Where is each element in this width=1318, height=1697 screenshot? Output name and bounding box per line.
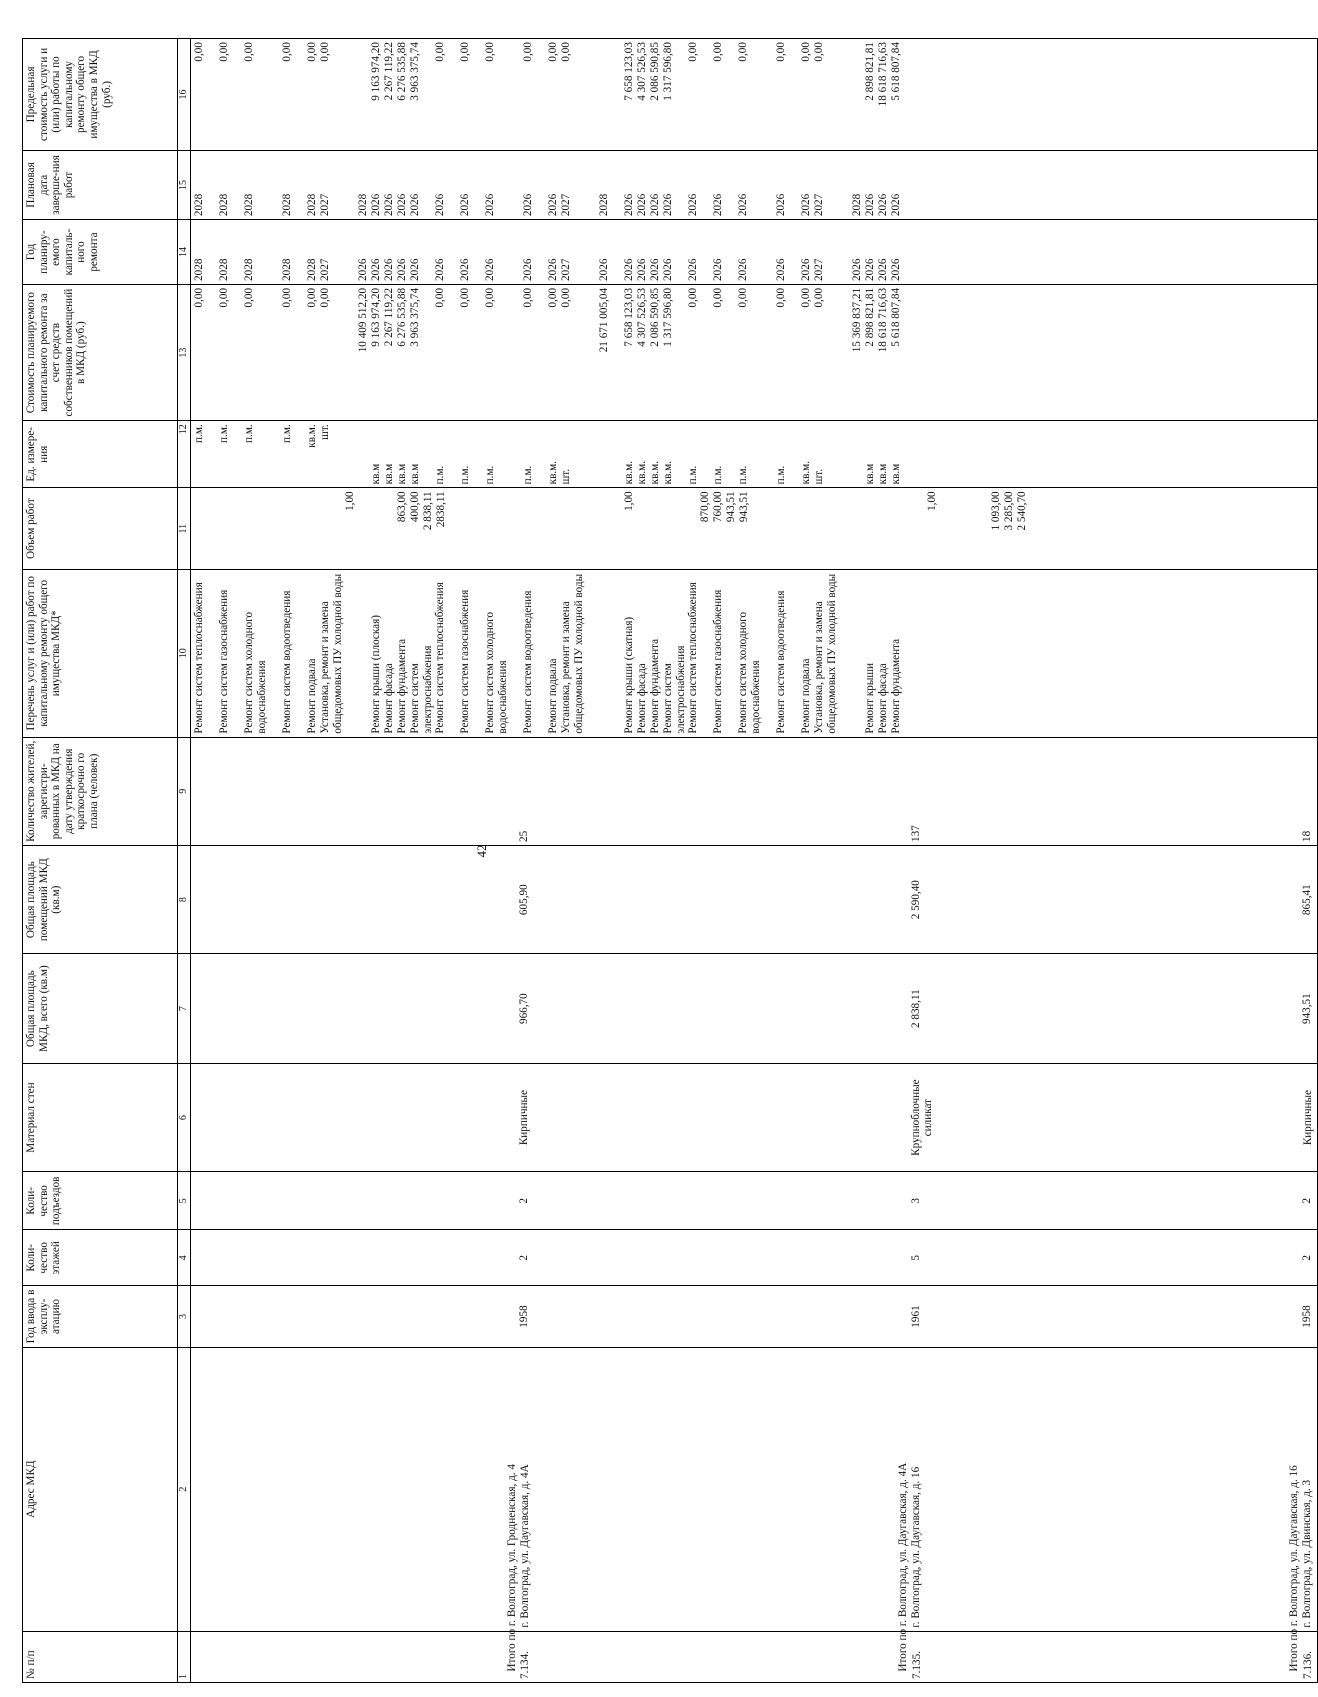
rotated-table-container (22, 38, 1315, 1683)
col-floors (191, 1230, 1318, 1286)
planned-date: 2026 (484, 193, 496, 217)
unit: п.м. (193, 424, 205, 443)
work-item: Ремонт систем водоотведения (522, 590, 534, 734)
limit-cost: 5 618 807,84 (890, 42, 902, 101)
work-item: Установка, ремонт и замена общедомовых ПУ холодной воды (319, 573, 344, 734)
total-date: 2028 (598, 193, 610, 217)
repair-year: 2026 (396, 258, 408, 281)
address: г. Волгоград, ул. Даугавская, д. 16 (909, 1466, 922, 1628)
work-item: Ремонт подвала (800, 658, 812, 734)
unit: п.м. (687, 465, 699, 485)
unit: кв.м. (623, 460, 635, 485)
cost: 0,00 (434, 287, 446, 308)
col-number: 3 (178, 1286, 191, 1347)
planned-date: 2026 (662, 193, 674, 217)
header-row (23, 39, 178, 1683)
repair-year: 2026 (877, 258, 889, 281)
planned-date: 2027 (319, 193, 331, 217)
cost: 0,00 (459, 287, 471, 308)
limit-cost: 0,00 (737, 42, 749, 62)
unit: кв.м (370, 463, 382, 485)
planned-date: 2026 (649, 193, 661, 217)
unit: п.м. (712, 465, 724, 485)
cost: 0,00 (193, 287, 205, 308)
header-cell: Количество жителей, зарегистри-рованных в МКД на дату утверждения краткосрочно го плана (человек) (23, 737, 178, 845)
limit-cost: 0,00 (193, 42, 205, 62)
unit: п.м. (737, 465, 749, 485)
header-cell: № п/п (23, 1631, 178, 1682)
residents: 18 (1301, 830, 1314, 842)
header-cell: Стоимость планируемого капитального ремонта за счет средств собственников помещений в МКД (руб.) (23, 284, 178, 420)
repair-year: 2028 (218, 258, 230, 281)
address: г. Волгоград, ул. Двинская, д. 3 (1300, 1479, 1313, 1628)
total-cost: 10 409 512,20 (357, 287, 369, 353)
work-item: Ремонт систем газоснабжения (712, 589, 724, 734)
work-item: Ремонт систем холодного водоснабжения (737, 611, 762, 734)
residents: 137 (909, 825, 922, 842)
planned-date: 2026 (522, 193, 534, 217)
wall-material: Кирпичные (1301, 1090, 1314, 1146)
header-cell: Общая площадь помещений МКД (кв.м) (23, 845, 178, 953)
unit: шт. (813, 468, 825, 485)
limit-cost: 0,00 (712, 42, 724, 62)
total-date: 2028 (851, 193, 863, 217)
planned-date: 2026 (800, 193, 812, 217)
cost: 0,00 (560, 287, 572, 308)
area-rooms: 2 590,40 (909, 880, 922, 920)
unit: кв.м (864, 463, 876, 485)
unit: кв.м. (306, 424, 318, 448)
limit-cost: 0,00 (800, 42, 812, 62)
work-item: Ремонт систем газоснабжения (218, 589, 230, 734)
work-item: Ремонт систем водоотведения (775, 590, 787, 734)
cost: 3 963 375,74 (409, 287, 421, 347)
entrances: 2 (1301, 1198, 1314, 1204)
header-cell: Перечень услуг и (или) работ по капитальному ремонту общего имущества МКД* (23, 569, 178, 737)
planned-date: 2026 (890, 193, 902, 217)
volume: 1 093,00 (990, 491, 1002, 531)
total-date: 2028 (357, 193, 369, 217)
cost: 0,00 (737, 287, 749, 308)
wall-material: Крупноблочные силикат (909, 1079, 935, 1156)
col-number: 15 (178, 150, 191, 219)
volume: 863,00 (396, 491, 408, 523)
planned-date: 2028 (243, 193, 255, 217)
limit-cost: 3 963 375,74 (409, 42, 421, 101)
unit: кв.м (877, 463, 889, 485)
col-number: 14 (178, 220, 191, 285)
header-cell: Адрес МКД (23, 1347, 178, 1631)
total-cost: 21 671 005,04 (598, 287, 610, 353)
col-cost (191, 284, 1318, 420)
work-item: Ремонт систем теплоснабжения (687, 582, 699, 734)
col-number: 16 (178, 39, 191, 151)
col-number: 13 (178, 284, 191, 420)
col-year-built (191, 1286, 1318, 1347)
work-item: Ремонт фундамента (649, 638, 661, 734)
planned-date: 2028 (281, 193, 293, 217)
col-planned-date (191, 150, 1318, 219)
work-item: Ремонт фундамента (396, 638, 408, 734)
cost: 0,00 (243, 287, 255, 308)
unit: шт. (319, 424, 331, 440)
planned-date: 2028 (218, 193, 230, 217)
col-area-total (191, 954, 1318, 1064)
planned-date: 2026 (383, 193, 395, 217)
repair-year: 2026 (484, 258, 496, 281)
repair-year: 2026 (409, 258, 421, 281)
unit: п.м. (434, 465, 446, 485)
limit-cost: 0,00 (281, 42, 293, 62)
unit: п.м. (281, 424, 293, 443)
planned-date: 2026 (547, 193, 559, 217)
header-cell: Ед. измере-ния (23, 421, 178, 488)
unit: п.м. (459, 465, 471, 485)
cost: 0,00 (306, 287, 318, 308)
volume: 943,51 (738, 491, 750, 523)
unit: п.м. (243, 424, 255, 443)
header-cell: Год планиру-емого капиталь-ного ремонта (23, 220, 178, 285)
cost: 2 086 590,85 (649, 287, 661, 347)
unit: кв.м. (649, 460, 661, 485)
planned-date: 2028 (193, 193, 205, 217)
repair-year: 2026 (370, 258, 382, 281)
year-built: 1958 (1301, 1305, 1314, 1328)
work-item: Ремонт фундамента (890, 638, 902, 734)
planned-date: 2027 (813, 193, 825, 217)
planned-date: 2026 (409, 193, 421, 217)
col-works (191, 569, 1318, 737)
floors: 5 (909, 1255, 922, 1261)
work-item: Ремонт фасада (877, 663, 889, 734)
repair-year: 2026 (775, 258, 787, 281)
planned-date: 2026 (623, 193, 635, 217)
cost: 6 276 535,88 (396, 287, 408, 347)
total-label: Итого по г. Волгоград, ул. Даугавская, д. 4А (897, 1462, 910, 1672)
header-cell: Плановая дата заверше-ния работ (23, 150, 178, 219)
repair-year: 2026 (434, 258, 446, 281)
limit-cost: 0,00 (218, 42, 230, 62)
work-item: Ремонт фасада (383, 663, 395, 734)
year-built: 1958 (518, 1305, 530, 1328)
col-number: 12 (178, 421, 191, 488)
col-wall (191, 1063, 1318, 1171)
repair-year: 2026 (636, 258, 648, 281)
planned-date: 2026 (775, 193, 787, 217)
col-no (191, 1631, 1318, 1682)
repair-year: 2028 (281, 258, 293, 281)
cost: 0,00 (218, 287, 230, 308)
col-number: 9 (178, 737, 191, 845)
cost: 0,00 (319, 287, 331, 308)
repair-year: 2026 (800, 258, 812, 281)
limit-cost: 0,00 (243, 42, 255, 62)
repair-year: 2026 (864, 258, 876, 281)
limit-cost: 0,00 (687, 42, 699, 62)
repair-year: 2027 (813, 258, 825, 281)
col-repair-year (191, 220, 1318, 285)
col-number: 11 (178, 488, 191, 570)
page-number: 42 (474, 844, 489, 858)
col-number: 2 (178, 1347, 191, 1631)
repair-year: 2026 (459, 258, 471, 281)
col-number: 8 (178, 845, 191, 953)
limit-cost: 2 898 821,81 (864, 42, 876, 101)
limit-cost: 1 317 596,80 (662, 42, 674, 101)
repair-year: 2028 (243, 258, 255, 281)
cost: 7 658 123,03 (623, 287, 635, 347)
work-item: Ремонт систем электроснабжения (662, 645, 687, 734)
volume: 1,00 (623, 491, 635, 511)
residents: 25 (518, 830, 530, 842)
col-limit-cost (191, 39, 1318, 151)
floors: 2 (518, 1255, 530, 1261)
row-number: 7.134. (519, 1651, 531, 1679)
work-item: Ремонт систем холодного водоснабжения (243, 611, 268, 734)
limit-cost: 2 086 590,85 (649, 42, 661, 101)
repair-year: 2028 (193, 258, 205, 281)
volume: 1,00 (344, 491, 356, 511)
repair-year: 2026 (649, 258, 661, 281)
repair-year: 2026 (687, 258, 699, 281)
repair-year: 2026 (662, 258, 674, 281)
cost: 9 163 974,20 (370, 287, 382, 347)
work-item: Ремонт систем электроснабжения (409, 645, 434, 734)
address: г. Волгоград, ул. Даугавская, д. 4А (518, 1464, 531, 1628)
area-total: 966,70 (518, 993, 530, 1025)
unit: п.м. (775, 465, 787, 485)
cost: 2 898 821,81 (864, 287, 876, 347)
unit: кв.м (396, 463, 408, 485)
planned-date: 2026 (687, 193, 699, 217)
col-number: 5 (178, 1172, 191, 1230)
table-body-row (191, 39, 1318, 1683)
repair-year: 2028 (306, 258, 318, 281)
planned-date: 2026 (877, 193, 889, 217)
unit: шт. (560, 468, 572, 485)
header-cell: Год ввода в эксплу-атацию (23, 1286, 178, 1347)
limit-cost: 6 276 535,88 (396, 42, 408, 101)
header-cell: Объем работ (23, 488, 178, 570)
planned-date: 2027 (560, 193, 572, 217)
work-item: Ремонт систем теплоснабжения (193, 582, 205, 734)
volume: 870,00 (699, 491, 711, 523)
header-cell: Коли-чество подъездов (23, 1172, 178, 1230)
total-cost: 15 369 837,21 (851, 287, 863, 353)
unit: кв.м. (636, 460, 648, 485)
cost: 1 317 596,80 (662, 287, 674, 347)
volume: 1,00 (926, 491, 938, 511)
repair-year: 2026 (623, 258, 635, 281)
work-item: Ремонт крыши (864, 663, 876, 734)
header-cell: Предельная стоимость услуги и (или) работы по капитальному ремонту общего имущества в МКД (руб.) (23, 39, 178, 151)
cost: 0,00 (484, 287, 496, 308)
row-number: 7.136. (1302, 1651, 1315, 1679)
area-rooms: 605,90 (518, 884, 530, 916)
limit-cost: 2 267 119,22 (383, 42, 395, 101)
repair-year: 2026 (890, 258, 902, 281)
wall-material: Кирпичные (518, 1090, 530, 1146)
work-item: Ремонт подвала (306, 658, 318, 734)
work-item: Ремонт систем газоснабжения (459, 589, 471, 734)
repair-year: 2026 (383, 258, 395, 281)
cost: 2 267 119,22 (383, 287, 395, 347)
header-cell: Общая площадь МКД, всего (кв.м) (23, 954, 178, 1064)
planned-date: 2026 (864, 193, 876, 217)
col-number: 10 (178, 569, 191, 737)
planned-date: 2026 (737, 193, 749, 217)
entrances: 3 (909, 1198, 922, 1204)
area-rooms: 865,41 (1301, 884, 1314, 916)
planned-date: 2026 (370, 193, 382, 217)
limit-cost: 4 307 526,53 (636, 42, 648, 101)
limit-cost: 9 163 974,20 (370, 42, 382, 101)
limit-cost: 7 658 123,03 (623, 42, 635, 101)
cost: 18 618 716,63 (877, 287, 889, 353)
repair-year: 2026 (522, 258, 534, 281)
limit-cost: 0,00 (775, 42, 787, 62)
limit-cost: 18 618 716,63 (877, 42, 889, 107)
cost: 0,00 (547, 287, 559, 308)
cost: 0,00 (813, 287, 825, 308)
unit: кв.м (409, 463, 421, 485)
cost: 0,00 (775, 287, 787, 308)
total-label: Итого по г. Волгоград, ул. Даугавская, д. 16 (1288, 1465, 1301, 1672)
cost: 0,00 (800, 287, 812, 308)
header-cell: Коли-чество этажей (23, 1230, 178, 1286)
col-number: 6 (178, 1063, 191, 1171)
col-entrances (191, 1172, 1318, 1230)
limit-cost: 0,00 (560, 42, 572, 62)
total-label: Итого по г. Волгоград, ул. Гродненская, д. 4 (506, 1464, 518, 1672)
col-number: 4 (178, 1230, 191, 1286)
work-item: Ремонт систем теплоснабжения (434, 582, 446, 734)
work-item: Ремонт крыши (скатная) (623, 616, 635, 734)
cost: 0,00 (712, 287, 724, 308)
floors: 2 (1301, 1255, 1314, 1261)
col-number: 1 (178, 1631, 191, 1682)
total-year: 2026 (357, 258, 369, 281)
cost: 0,00 (687, 287, 699, 308)
planned-date: 2026 (712, 193, 724, 217)
unit: кв.м. (800, 460, 812, 485)
col-unit (191, 421, 1318, 488)
work-item: Установка, ремонт и замена общедомовых ПУ холодной воды (560, 573, 585, 734)
total-year: 2026 (851, 258, 863, 281)
limit-cost: 0,00 (319, 42, 331, 62)
planned-date: 2026 (434, 193, 446, 217)
unit: п.м. (484, 465, 496, 485)
capital-repair-table (22, 38, 1318, 1683)
unit: кв.м. (662, 460, 674, 485)
volume: 2 838,11 (422, 491, 434, 531)
limit-cost: 0,00 (459, 42, 471, 62)
repair-year: 2027 (560, 258, 572, 281)
cost: 4 307 526,53 (636, 287, 648, 347)
limit-cost: 0,00 (484, 42, 496, 62)
volume: 760,00 (712, 491, 724, 523)
volume: 943,51 (725, 491, 737, 523)
planned-date: 2028 (306, 193, 318, 217)
volume: 2838,11 (435, 491, 447, 528)
limit-cost: 0,00 (434, 42, 446, 62)
limit-cost: 0,00 (547, 42, 559, 62)
column-number-row (178, 39, 191, 1683)
work-item: Ремонт систем водоотведения (281, 590, 293, 734)
col-volume (191, 488, 1318, 570)
unit: кв.м (890, 463, 902, 485)
header-cell: Материал стен (23, 1063, 178, 1171)
row-number: 7.135. (910, 1651, 923, 1679)
volume: 3 285,00 (1003, 491, 1015, 531)
volume: 2 540,70 (1016, 491, 1028, 531)
area-total: 2 838,11 (909, 989, 922, 1029)
planned-date: 2026 (636, 193, 648, 217)
unit: п.м. (218, 424, 230, 443)
total-year: 2026 (598, 258, 610, 281)
cost: 5 618 807,84 (890, 287, 902, 347)
col-residents (191, 737, 1318, 845)
unit: п.м. (522, 465, 534, 485)
entrances: 2 (518, 1198, 530, 1204)
work-item: Ремонт подвала (547, 658, 559, 734)
unit: кв.м (383, 463, 395, 485)
repair-year: 2026 (712, 258, 724, 281)
col-area-rooms (191, 845, 1318, 953)
year-built: 1961 (909, 1305, 922, 1328)
repair-year: 2026 (737, 258, 749, 281)
unit: кв.м. (547, 460, 559, 485)
planned-date: 2026 (459, 193, 471, 217)
volume: 400,00 (409, 491, 421, 523)
cost: 0,00 (281, 287, 293, 308)
area-total: 943,51 (1301, 993, 1314, 1025)
repair-year: 2027 (319, 258, 331, 281)
limit-cost: 0,00 (813, 42, 825, 62)
limit-cost: 0,00 (306, 42, 318, 62)
work-item: Ремонт систем холодного водоснабжения (484, 611, 509, 734)
planned-date: 2026 (396, 193, 408, 217)
work-item: Ремонт крыши (плоская) (370, 614, 382, 734)
limit-cost: 0,00 (522, 42, 534, 62)
col-number: 7 (178, 954, 191, 1064)
work-item: Ремонт фасада (636, 663, 648, 734)
cost: 0,00 (522, 287, 534, 308)
work-item: Установка, ремонт и замена общедомовых ПУ холодной воды (813, 573, 838, 734)
repair-year: 2026 (547, 258, 559, 281)
